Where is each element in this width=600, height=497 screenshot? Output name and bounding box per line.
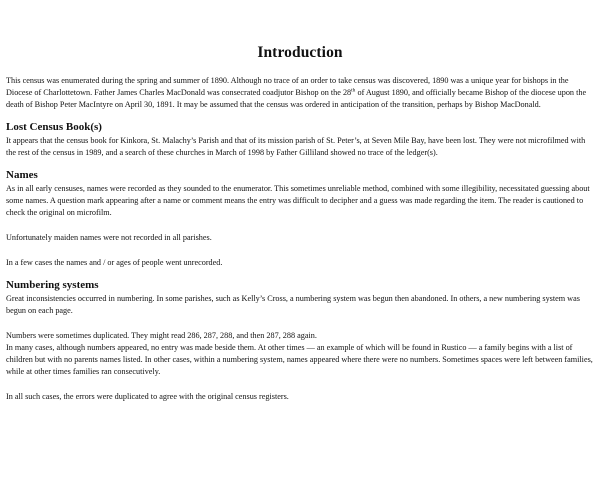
intro-text-part1: This census was enumerated during the spring and summer of 1890. Although no trace of an order to take census was discovered, 1890 was a unique year for bishops in the Diocese of Charlottetown. Father James Charles MacDonald was consecrated coadjutor Bishop on the 28 <box>6 76 569 97</box>
lost-census-paragraph: It appears that the census book for Kinkora, St. Malachy’s Parish and that of its mission parish of St. Peter’s, at Seven Mile Bay, have been lost. They were not microfilmed with the rest of the census in 1989, and a search of these churches in March of 1998 by Father Gilliland showed no trace of the ledger(s). <box>6 136 586 157</box>
numbering-paragraph-1: Great inconsistencies occurred in numbering. In some parishes, such as Kelly’s Cross, a numbering system was begun then abandoned. In others, a new numbering system was begun on each page. <box>6 294 580 315</box>
page-title: Introduction <box>257 44 343 61</box>
intro-paragraph <box>6 75 594 111</box>
numbering-paragraph-4: In all such cases, the errors were duplicated to agree with the original census registers. <box>6 392 289 401</box>
names-paragraph-2: Unfortunately maiden names were not recorded in all parishes. <box>6 233 212 242</box>
numbering-paragraph-3: In many cases, although numbers appeared, no entry was made beside them. At other times — an example of which will be found in Rustico — a family begins with a list of children but with no parents names listed. In other cases, within a numbering system, names appeared where there were no numbers. Sometimes spaces were left between families, while at other times families ran consecutively. <box>6 343 593 376</box>
intro-text-part2: of August 1890, and officially became Bishop of the diocese upon the death of Bishop Peter MacIntyre on April 30, 1891. It may be assumed that the census was ordered in anticipation of the transition, perhaps by Bishop MacDonald. <box>6 88 587 109</box>
names-paragraph-1: As in all early censuses, names were recorded as they sounded to the enumerator. This sometimes unreliable method, combined with some illegibility, necessitated guessing about some names. A question mark appearing after a name or comment means the entry was difficult to decipher and a guess was made regarding the item. The reader is cautioned to check the original on microfilm. <box>6 184 590 217</box>
section-heading-names: Names <box>6 169 38 181</box>
ordinal-superscript: th <box>351 87 356 94</box>
section-heading-numbering: Numbering systems <box>6 279 99 291</box>
names-paragraph-3: In a few cases the names and / or ages of people went unrecorded. <box>6 258 223 267</box>
numbering-paragraph-2: Numbers were sometimes duplicated. They might read 286, 287, 288, and then 287, 288 again. <box>6 331 317 340</box>
section-heading-lost-census: Lost Census Book(s) <box>6 121 102 133</box>
